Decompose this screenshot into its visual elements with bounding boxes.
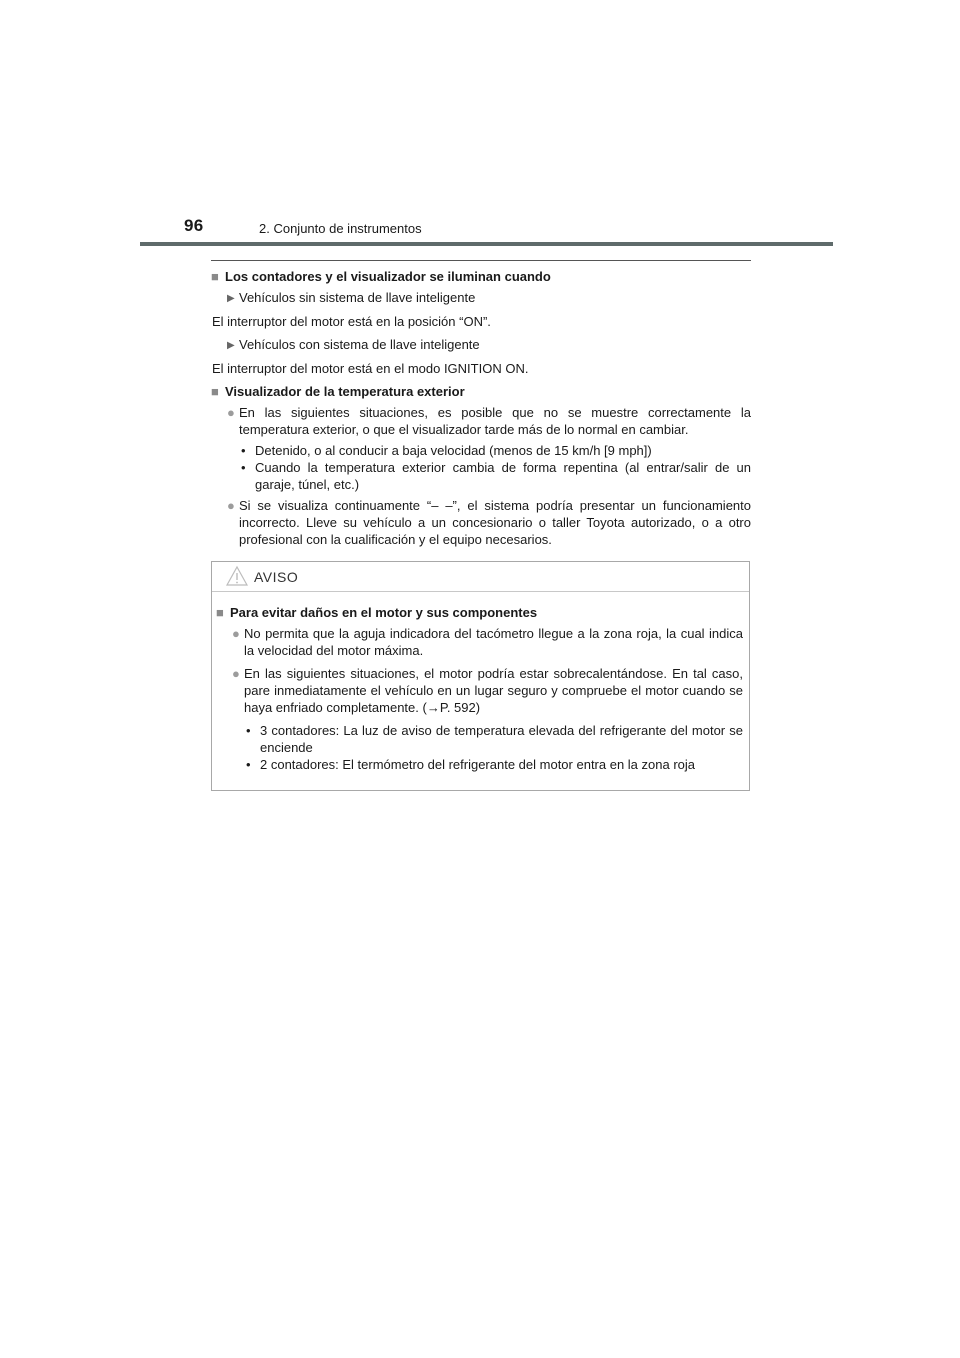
small-bullet-icon: •: [246, 757, 251, 772]
bullet-dash-display: ● Si se visualiza continuamente “– –”, el sistema podría presentar un funcionamiento incorrecto. Lleve su vehículo a un concesionario o taller Toyota autorizado, o a otro profesional con la cualificación y el equipo necesarios.: [227, 498, 751, 547]
section-heading-outside-temp: ■ Visualizador de la temperatura exterior: [211, 384, 465, 399]
square-bullet-icon: ■: [216, 605, 224, 620]
item-label-smart-key: ▶ Vehículos con sistema de llave inteligente: [227, 337, 480, 352]
arrow-right-icon: ▶: [227, 293, 235, 304]
circle-bullet-icon: ●: [232, 626, 240, 641]
warning-bullet-overheating: ● En las siguientes situaciones, el motor podría estar sobrecalentándose. En tal caso, pare inmediatamente el vehículo en un lugar seguro y compruebe el motor cuando se haya enfriado completamente. (→P. 592): [232, 666, 743, 715]
small-bullet-icon: •: [246, 723, 251, 738]
section-rule: [211, 260, 751, 261]
warning-heading: ■ Para evitar daños en el motor y sus componentes: [216, 605, 538, 620]
small-bullet-icon: •: [241, 460, 246, 475]
circle-bullet-icon: ●: [227, 405, 235, 420]
item-text-smart-key: El interruptor del motor está en el modo IGNITION ON.: [212, 361, 529, 376]
bullet-outside-temp-situations: ● En las siguientes situaciones, es posible que no se muestre correctamente la temperatura exterior, o que el visualizador tarde más de lo normal en cambiar.: [227, 405, 751, 437]
circle-bullet-icon: ●: [227, 498, 235, 513]
warning-header: [212, 562, 749, 592]
circle-bullet-icon: ●: [232, 666, 240, 681]
square-bullet-icon: ■: [211, 384, 219, 399]
warning-label: AVISO: [254, 569, 299, 585]
sub-item-low-speed: • Detenido, o al conducir a baja velocidad (menos de 15 km/h [9 mph]): [241, 443, 652, 458]
small-bullet-icon: •: [241, 443, 246, 458]
chapter-title: 2. Conjunto de instrumentos: [259, 221, 422, 236]
warning-sub-three-gauges: • 3 contadores: La luz de aviso de temperatura elevada del refrigerante del motor se enciende: [246, 723, 743, 755]
main-content: [211, 268, 751, 552]
page-number: 96: [184, 216, 204, 235]
section-heading-counters: ■ Los contadores y el visualizador se iluminan cuando: [211, 269, 551, 284]
item-label-no-smart-key: ▶ Vehículos sin sistema de llave inteligente: [227, 290, 476, 305]
sub-item-sudden-change: • Cuando la temperatura exterior cambia de forma repentina (al entrar/salir de un garaje, túnel, etc.): [241, 460, 751, 492]
warning-bullet-tachometer: ● No permita que la aguja indicadora del tacómetro llegue a la zona roja, la cual indica la velocidad del motor máxima.: [232, 626, 743, 658]
warning-sub-two-gauges: • 2 contadores: El termómetro del refrigerante del motor entra en la zona roja: [246, 757, 696, 772]
item-text-no-smart-key: El interruptor del motor está en la posición “ON”.: [212, 314, 491, 329]
warning-box: [211, 561, 750, 791]
square-bullet-icon: ■: [211, 269, 219, 284]
arrow-right-icon: ▶: [227, 340, 235, 351]
warning-triangle-icon: [226, 565, 248, 587]
header-rule: [140, 242, 833, 246]
warning-body: [212, 592, 749, 773]
